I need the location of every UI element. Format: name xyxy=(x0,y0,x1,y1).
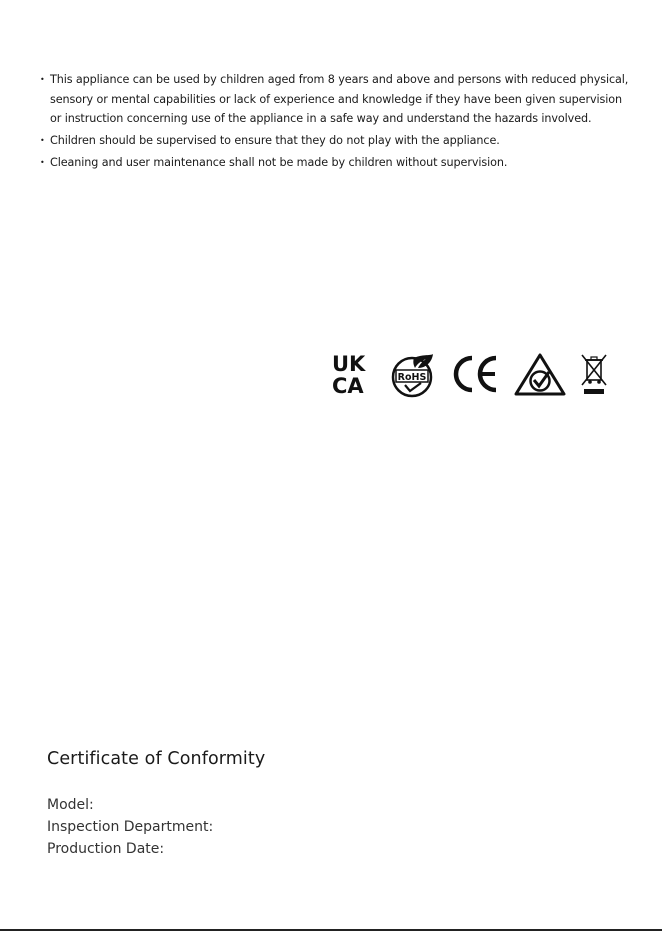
rcm-mark-icon xyxy=(513,352,567,398)
bottom-rule xyxy=(0,929,662,931)
ukca-mark-icon xyxy=(332,352,376,398)
weee-crossed-bin-icon xyxy=(579,352,609,398)
ukca-line-1: UK xyxy=(332,352,366,376)
safety-note-1 xyxy=(40,70,630,129)
safety-note-1-line-3: or instruction concerning use of the appliance in a safe way and understand the hazards involved. xyxy=(50,112,592,125)
model-label: Model: xyxy=(47,797,94,813)
safety-note-2-line-1: Children should be supervised to ensure that they do not play with the appliance. xyxy=(50,134,500,147)
inspection-department-label: Inspection Department: xyxy=(47,819,214,835)
ce-mark-icon xyxy=(450,352,502,398)
rohs-mark-icon xyxy=(390,352,436,398)
bullet-dot: • xyxy=(40,158,45,167)
bullet-dot: • xyxy=(40,136,45,145)
ukca-line-2: CA xyxy=(332,374,364,398)
safety-note-2 xyxy=(40,131,630,151)
safety-note-3 xyxy=(40,153,630,173)
certificate-title: Certificate of Conformity xyxy=(47,749,266,769)
production-date-label: Production Date: xyxy=(47,841,165,857)
safety-note-3-line-1: Cleaning and user maintenance shall not be made by children without supervision. xyxy=(50,156,508,169)
safety-note-1-line-2: sensory or mental capabilities or lack of experience and knowledge if they have been given supervision xyxy=(50,92,622,106)
safety-note-1-line-1: This appliance can be used by children aged from 8 years and above and persons with reduced physical, xyxy=(50,73,629,86)
bullet-dot: • xyxy=(40,75,45,84)
certificate-section xyxy=(47,748,447,857)
compliance-marks xyxy=(332,352,612,398)
rohs-text: RoHS xyxy=(397,372,427,383)
